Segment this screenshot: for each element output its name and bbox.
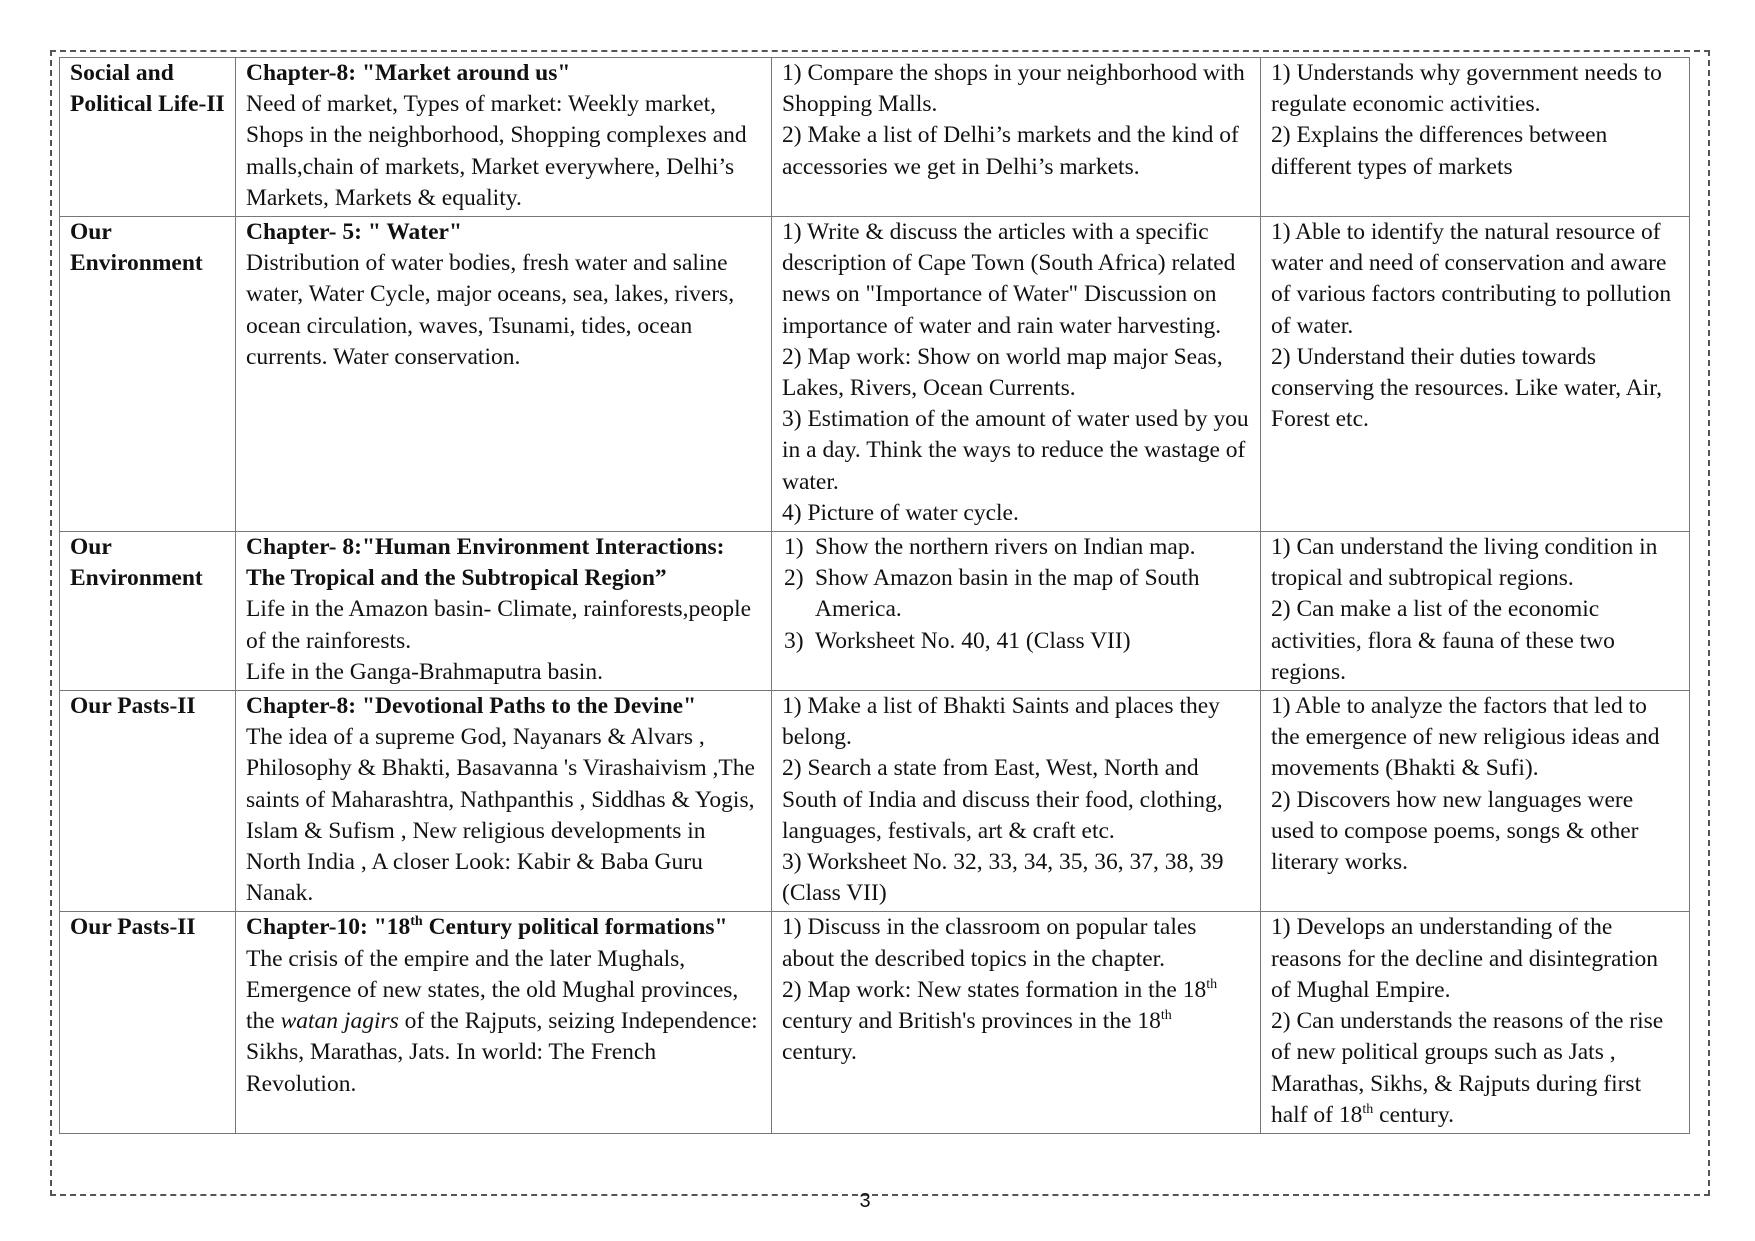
outcome-item: 2) Discovers how new languages were used to compose poems, songs & other literary works. bbox=[1271, 786, 1639, 876]
activity-item: 1) Discuss in the classroom on popular tales about the described topics in the chapter. bbox=[782, 914, 1197, 972]
outcome-item: 1) Able to analyze the factors that led to the emergence of new religious ideas and movements (Bhakti & Sufi). bbox=[1271, 693, 1660, 782]
chapter-title: Chapter-8: "Devotional Paths to the Devine" bbox=[246, 693, 697, 720]
activity-item: Show Amazon basin in the map of South America. bbox=[815, 565, 1200, 623]
activity-item: 1) Compare the shops in your neighborhood with Shopping Malls. bbox=[782, 60, 1245, 118]
outcomes-cell bbox=[1261, 217, 1690, 532]
activity-item: Show the northern rivers on Indian map. bbox=[815, 534, 1196, 561]
outcome-item: 1) Can understand the living condition in tropical and subtropical regions. bbox=[1271, 534, 1658, 592]
activities-cell bbox=[772, 912, 1261, 1133]
outcome-item: 2) Understand their duties towards conserving the resources. Like water, Air, Forest etc. bbox=[1271, 343, 1662, 433]
outcome-text: 2) Can understands the reasons of the rise of new political groups such as Jats , Marathas, Sikhs, & Rajputs during first half of 18 bbox=[1271, 1008, 1664, 1128]
outcome-item: 1) Develops an understanding of the reasons for the decline and disintegration of Mughal Empire. bbox=[1271, 914, 1658, 1003]
subject-cell bbox=[60, 532, 236, 691]
subject-cell bbox=[60, 691, 236, 912]
chapter-title-end: Century political formations" bbox=[422, 914, 728, 941]
outcome-item: 1) Able to identify the natural resource of water and need of conservation and aware of various factors contributing to pollution of water. bbox=[1271, 219, 1672, 339]
ordinal-suffix: th bbox=[1362, 1101, 1374, 1117]
activities-cell bbox=[772, 217, 1261, 532]
table-row bbox=[60, 912, 1690, 1133]
activity-item: 2) Search a state from East, West, North and South of India and discuss their food, clothing, languages, festivals, art & craft etc. bbox=[782, 755, 1223, 844]
page-number: 3 bbox=[859, 1190, 871, 1212]
outcome-text: century. bbox=[1373, 1101, 1454, 1128]
chapter-title: Chapter-8: "Market around us" bbox=[246, 60, 571, 86]
chapter-content-line: Life in the Amazon basin- Climate, rainforests,people of the rainforests. bbox=[246, 596, 752, 654]
outcome-item: 1) Understands why government needs to regulate economic activities. bbox=[1271, 60, 1662, 118]
activity-text: 2) Map work: New states formation in the 18 bbox=[782, 976, 1207, 1003]
table-row bbox=[60, 691, 1690, 912]
chapter-content-line: Life in the Ganga-Brahmaputra basin. bbox=[246, 658, 603, 685]
outcome-item: 2) Explains the differences between different types of markets bbox=[1271, 122, 1608, 180]
outcomes-cell bbox=[1261, 532, 1690, 691]
chapter-cell bbox=[236, 532, 772, 691]
activity-item: Worksheet No. 40, 41 (Class VII) bbox=[815, 627, 1131, 654]
content-end: of the Rajputs, seizing Independence: Sikhs, Marathas, Jats. In world: The French Revolution. bbox=[246, 1008, 758, 1097]
chapter-content bbox=[246, 944, 763, 1100]
outcome-item bbox=[1271, 1006, 1681, 1131]
chapter-cell bbox=[236, 912, 772, 1133]
subject-name: Our Environment bbox=[70, 534, 203, 592]
subject-cell bbox=[60, 58, 236, 217]
chapter-title-start: Chapter-10: "18 bbox=[246, 914, 411, 941]
content-emphasis: watan jagirs bbox=[280, 1008, 399, 1035]
activity-item: 3) Worksheet No. 32, 33, 34, 35, 36, 37, 38, 39 (Class VII) bbox=[782, 849, 1224, 907]
table-row bbox=[60, 532, 1690, 691]
activity-item: 2) Make a list of Delhi’s markets and the kind of accessories we get in Delhi’s markets. bbox=[782, 122, 1239, 180]
chapter-cell bbox=[236, 217, 772, 532]
outcomes-cell bbox=[1261, 58, 1690, 217]
activity-item: 2) Map work: Show on world map major Seas, Lakes, Rivers, Ocean Currents. bbox=[782, 343, 1223, 402]
table-row bbox=[60, 217, 1690, 532]
syllabus-table bbox=[59, 57, 1690, 1134]
ordinal-suffix: th bbox=[1206, 976, 1218, 992]
chapter-content: Need of market, Types of market: Weekly market, Shops in the neighborhood, Shopping complexes and malls,chain of markets, Market everywhere, Delhi’s Markets, Markets & equality. bbox=[246, 91, 747, 211]
chapter-cell bbox=[236, 691, 772, 912]
chapter-content: Distribution of water bodies, fresh water and saline water, Water Cycle, major oceans, sea, lakes, rivers, ocean circulation, waves, Tsunami, tides, ocean currents. Water conservation. bbox=[246, 250, 735, 370]
table-row bbox=[60, 58, 1690, 217]
subject-cell bbox=[60, 912, 236, 1133]
outcomes-cell bbox=[1261, 912, 1690, 1133]
chapter-title: Chapter- 5: " Water" bbox=[246, 219, 463, 246]
activity-text: century. bbox=[782, 1039, 857, 1066]
subject-name: Our Pasts-II bbox=[70, 693, 196, 720]
activities-cell bbox=[772, 58, 1261, 217]
activities-cell bbox=[772, 532, 1261, 691]
outcome-item: 2) Can make a list of the economic activities, flora & fauna of these two regions. bbox=[1271, 596, 1615, 685]
activities-list bbox=[782, 532, 1252, 657]
chapter-title: Chapter- 8:"Human Environment Interactions: The Tropical and the Subtropical Region” bbox=[246, 534, 725, 592]
chapter-content: The idea of a supreme God, Nayanars & Alvars , Philosophy & Bhakti, Basavanna 's Virashaivism ,The saints of Maharashtra, Nathpanthis , Siddhas & Yogis, Islam & Sufism , New religious developments in North India , A closer Look: Kabir & Baba Guru Nanak. bbox=[246, 724, 755, 907]
subject-cell bbox=[60, 217, 236, 532]
activity-item: 1) Make a list of Bhakti Saints and places they belong. bbox=[782, 693, 1220, 751]
activity-text: century and British's provinces in the 18 bbox=[782, 1008, 1161, 1035]
chapter-title bbox=[246, 912, 763, 943]
ordinal-suffix: th bbox=[410, 914, 423, 930]
subject-name: Our Environment bbox=[70, 219, 203, 277]
activity-item: 4) Picture of water cycle. bbox=[782, 499, 1019, 526]
content-start: The crisis of the empire and the later Mughals, Emergence of new states, the old Mughal provinces, the bbox=[246, 945, 739, 1035]
ordinal-suffix: th bbox=[1160, 1008, 1172, 1024]
subject-name: Social and Political Life-II bbox=[70, 60, 225, 118]
chapter-cell bbox=[236, 58, 772, 217]
activity-item: 3) Estimation of the amount of water used by you in a day. Think the ways to reduce the wastage of water. bbox=[782, 406, 1249, 495]
subject-name: Our Pasts-II bbox=[70, 914, 196, 941]
activity-item: 1) Write & discuss the articles with a specific description of Cape Town (South Africa) related news on "Importance of Water" Discussion on importance of water and rain water harvesting. bbox=[782, 219, 1236, 339]
outcomes-cell bbox=[1261, 691, 1690, 912]
activities-cell bbox=[772, 691, 1261, 912]
activity-item bbox=[782, 975, 1252, 1069]
